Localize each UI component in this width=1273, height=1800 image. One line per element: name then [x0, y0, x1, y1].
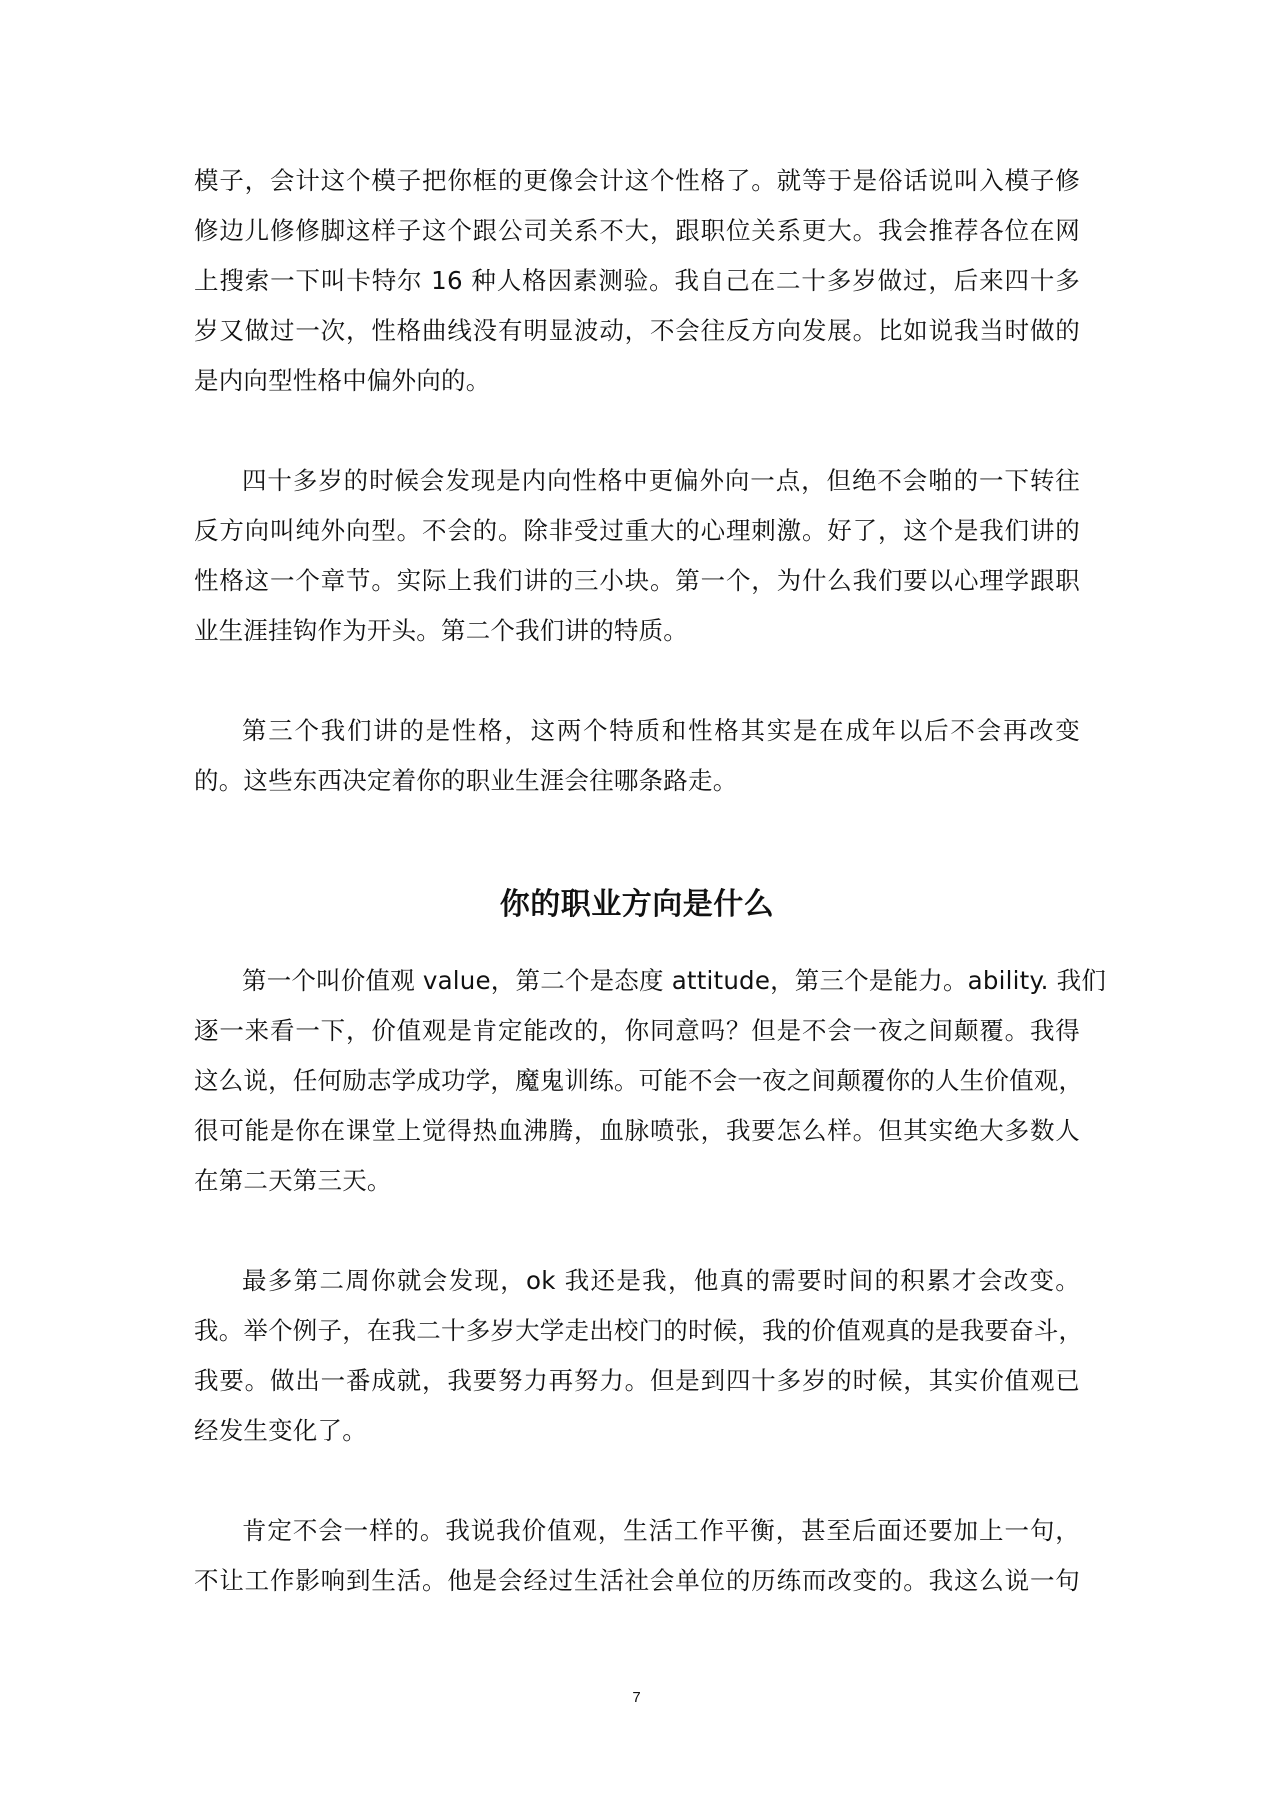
paragraph-line: 经发生变化了。	[194, 1416, 367, 1445]
paragraph-spacer	[194, 406, 1080, 456]
paragraph-line: 我要。做出一番成就，我要努力再努力。但是到四十多岁的时候，其实价值观已	[194, 1366, 1080, 1395]
paragraph-line: 第一个叫价值观 value，第二个是态度 attitude，第三个是能力。ability. 我们	[242, 966, 1107, 995]
paragraph-line: 性格这一个章节。实际上我们讲的三小块。第一个，为什么我们要以心理学跟职	[194, 566, 1080, 595]
paragraph-3	[194, 706, 1080, 806]
paragraph-4	[194, 956, 1107, 1206]
section-spacer	[194, 806, 1080, 880]
paragraph-line: 肯定不会一样的。我说我价值观，生活工作平衡，甚至后面还要加上一句，	[242, 1516, 1080, 1545]
paragraph-line: 我。举个例子，在我二十多岁大学走出校门的时候，我的价值观真的是我要奋斗，	[194, 1316, 1084, 1345]
paragraph-line: 在第二天第三天。	[194, 1166, 392, 1195]
section-heading: 你的职业方向是什么	[499, 887, 775, 922]
page-number: 7	[632, 1689, 641, 1706]
paragraph-5	[194, 1256, 1084, 1456]
page-body	[194, 156, 1107, 1606]
paragraph-line: 反方向叫纯外向型。不会的。除非受过重大的心理刺激。好了，这个是我们讲的	[194, 516, 1080, 545]
paragraph-line: 四十多岁的时候会发现是内向性格中更偏外向一点，但绝不会啪的一下转往	[242, 466, 1080, 495]
paragraph-line: 是内向型性格中偏外向的。	[194, 366, 491, 395]
heading-spacer	[194, 930, 1080, 956]
paragraph-line: 最多第二周你就会发现，ok 我还是我，他真的需要时间的积累才会改变。	[242, 1266, 1080, 1295]
paragraph-line: 修边儿修修脚这样子这个跟公司关系不大，跟职位关系更大。我会推荐各位在网	[194, 216, 1080, 245]
paragraph-1	[194, 156, 1080, 406]
paragraph-6	[194, 1506, 1080, 1606]
paragraph-spacer	[194, 1206, 1080, 1256]
paragraph-line: 这么说，任何励志学成功学，魔鬼训练。可能不会一夜之间颠覆你的人生价值观，	[194, 1066, 1084, 1095]
paragraph-spacer	[194, 1456, 1080, 1506]
paragraph-line: 很可能是你在课堂上觉得热血沸腾，血脉喷张，我要怎么样。但其实绝大多数人	[194, 1116, 1080, 1145]
paragraph-line: 业生涯挂钩作为开头。第二个我们讲的特质。	[194, 616, 688, 645]
paragraph-2	[194, 456, 1080, 656]
paragraph-line: 逐一来看一下，价值观是肯定能改的，你同意吗？但是不会一夜之间颠覆。我得	[194, 1016, 1080, 1045]
paragraph-line: 的。这些东西决定着你的职业生涯会往哪条路走。	[194, 766, 738, 795]
paragraph-spacer	[194, 656, 1080, 706]
paragraph-line: 不让工作影响到生活。他是会经过生活社会单位的历练而改变的。我这么说一句	[194, 1566, 1080, 1595]
paragraph-line: 岁又做过一次，性格曲线没有明显波动，不会往反方向发展。比如说我当时做的	[194, 316, 1080, 345]
paragraph-line: 第三个我们讲的是性格，这两个特质和性格其实是在成年以后不会再改变	[242, 716, 1080, 745]
paragraph-line: 上搜索一下叫卡特尔 16 种人格因素测验。我自己在二十多岁做过，后来四十多	[194, 266, 1080, 295]
paragraph-line: 模子，会计这个模子把你框的更像会计这个性格了。就等于是俗话说叫入模子修	[194, 166, 1080, 195]
